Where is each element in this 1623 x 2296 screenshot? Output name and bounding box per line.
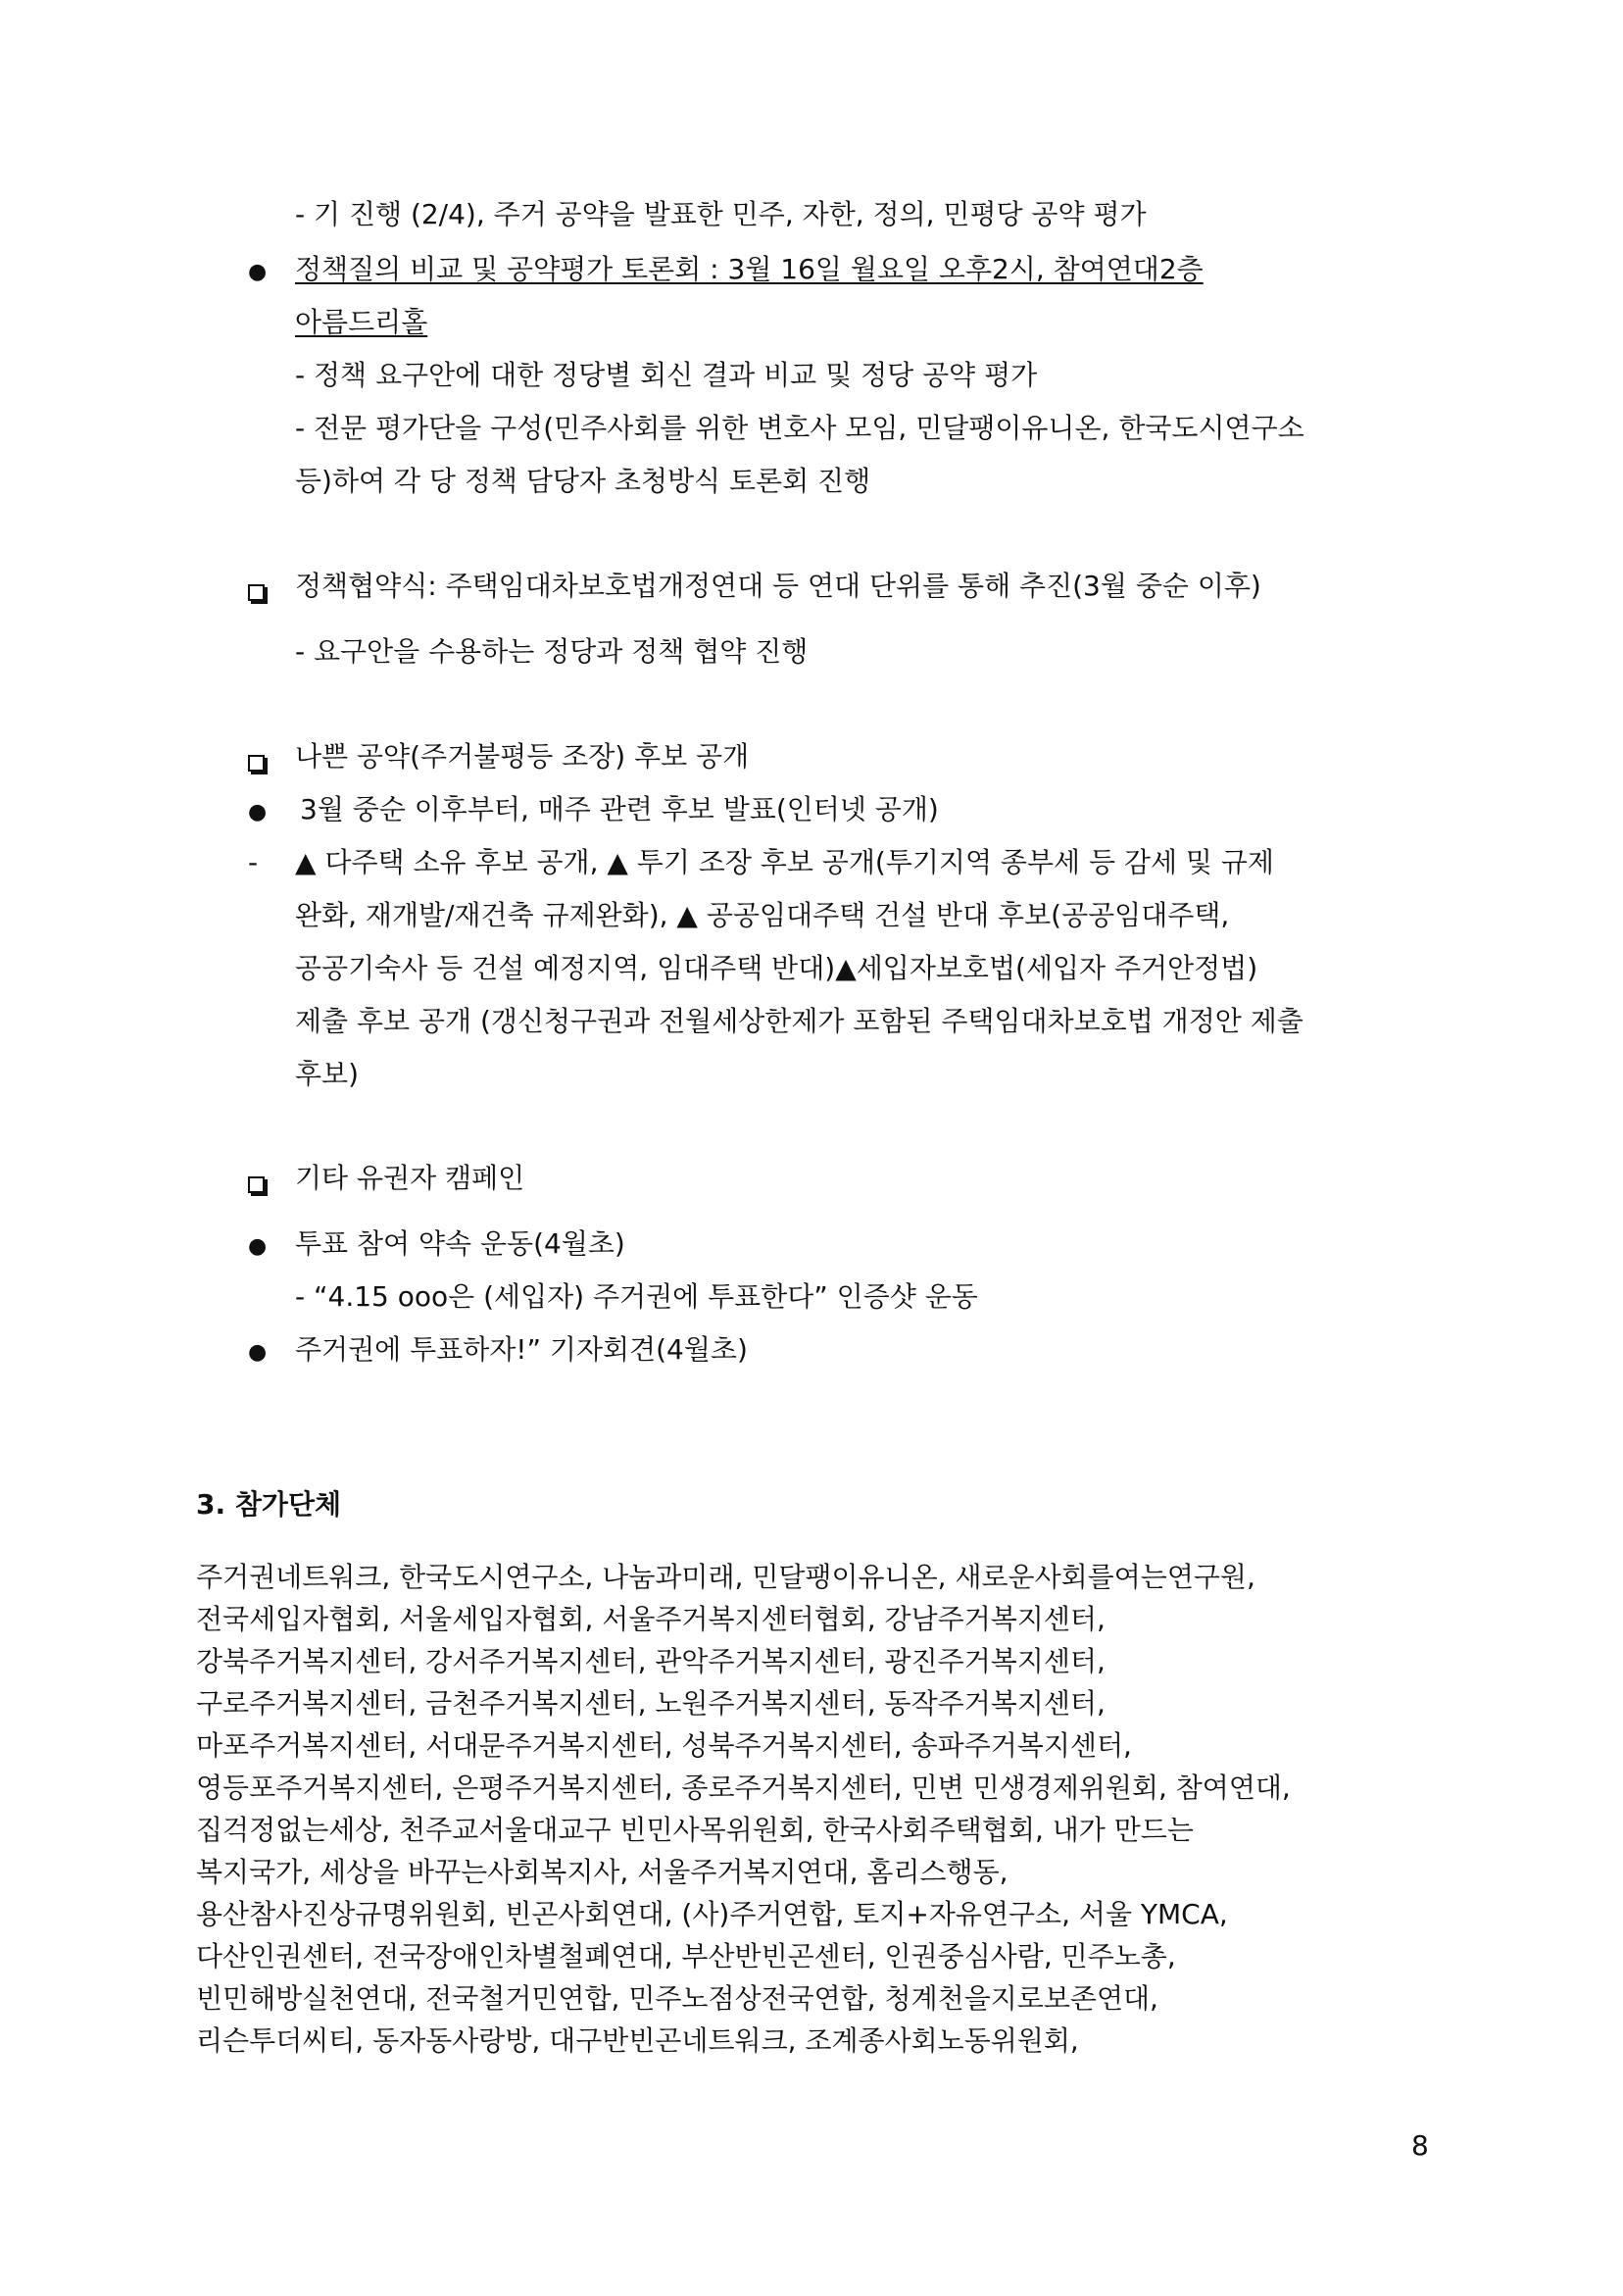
participants-line: 리슨투더씨티, 동자동사랑방, 대구반빈곤네트워크, 조계종사회노동위원회, [196,2024,1079,2057]
page-number: 8 [1411,2129,1429,2162]
bad-pledge-title: 나쁜 공약(주거불평등 조장) 후보 공개 [295,740,750,773]
debate-sub2-line1: - 전문 평가단을 구성(민주사회를 위한 변호사 모임, 민달팽이유니온, 한국도시연구소 [295,412,1304,444]
bullet-icon: ● [248,1340,268,1365]
dash-line-3: 공공기숙사 등 건설 예정지역, 임대주택 반대)▲세입자보호법(세입자 주거안정법) [295,952,1258,984]
campaign-title: 기타 유권자 캠페인 [295,1162,525,1194]
agreement-sub: - 요구안을 수용하는 정당과 정책 협약 진행 [295,635,809,668]
participants-line: 영등포주거복지센터, 은평주거복지센터, 종로주거복지센터, 민변 민생경제위원회, 참여연대, [196,1772,1291,1804]
agreement-title: 정책협약식: 주택임대차보호법개정연대 등 연대 단위를 통해 추진(3월 중순 이후) [295,570,1261,602]
debate-sub1: - 정책 요구안에 대한 정당별 회신 결과 비교 및 정당 공약 평가 [295,359,1038,391]
bullet-icon: ● [248,260,268,284]
debate-sub2-line2: 등)하여 각 당 정책 담당자 초청방식 토론회 진행 [295,465,871,497]
participants-line: 용산참사진상규명위원회, 빈곤사회연대, (사)주거연합, 토지+자유연구소, 서울 YMCA, [196,1898,1228,1930]
campaign-bullet1-sub: - “4.15 ooo은 (세입자) 주거권에 투표한다” 인증샷 운동 [295,1280,978,1313]
debate-title-line1: 정책질의 비교 및 공약평가 토론회 : 3월 16일 월요일 오후2시, 참여연대2층 [295,253,1204,285]
participants-line: 다산인권센터, 전국장애인차별철폐연대, 부산반빈곤센터, 인권중심사람, 민주노총, [196,1940,1176,1972]
dash-marker: - [248,846,259,878]
bad-pledge-bullet: 3월 중순 이후부터, 매주 관련 후보 발표(인터넷 공개) [300,793,939,825]
checkbox-icon [248,578,265,606]
participants-line: 구로주거복지센터, 금천주거복지센터, 노원주거복지센터, 동작주거복지센터, [196,1687,1106,1720]
participants-line: 빈민해방실천연대, 전국철거민연합, 민주노점상전국연합, 청계천을지로보존연대, [196,1982,1158,2015]
participants-line: 강북주거복지센터, 강서주거복지센터, 관악주거복지센터, 광진주거복지센터, [196,1645,1106,1677]
participants-line: 주거권네트워크, 한국도시연구소, 나눔과미래, 민달팽이유니온, 새로운사회를여는연구원, [196,1561,1255,1593]
participants-line: 마포주거복지센터, 서대문주거복지센터, 성북주거복지센터, 송파주거복지센터, [196,1729,1132,1762]
bullet-icon: ● [248,1234,268,1259]
bullet-icon: ● [248,800,268,824]
dash-line-5: 후보) [295,1058,360,1090]
participants-line: 전국세입자협회, 서울세입자협회, 서울주거복지센터협회, 강남주거복지센터, [196,1603,1106,1635]
campaign-bullet1: 투표 참여 약속 운동(4월초) [295,1227,625,1260]
dash-line-1: ▲ 다주택 소유 후보 공개, ▲ 투기 조장 후보 공개(투기지역 종부세 등 감세 및 규제 [295,846,1274,878]
participants-heading: 3. 참가단체 [196,1488,342,1521]
participants-line: 집걱정없는세상, 천주교서울대교구 빈민사목위원회, 한국사회주택협회, 내가 만드는 [196,1814,1194,1846]
participants-line: 복지국가, 세상을 바꾸는사회복지사, 서울주거복지연대, 홈리스행동, [196,1856,1008,1888]
dash-line-2: 완화, 재개발/재건축 규제완화), ▲ 공공임대주택 건설 반대 후보(공공임대주택, [295,899,1230,931]
campaign-bullet2: 주거권에 투표하자!” 기자회견(4월초) [295,1333,748,1366]
debate-title-line2: 아름드리홀 [295,306,428,338]
checkbox-icon [248,1171,265,1198]
past-progress-line: - 기 진행 (2/4), 주거 공약을 발표한 민주, 자한, 정의, 민평당 공약 평가 [295,198,1147,230]
checkbox-icon [248,749,265,776]
dash-line-4: 제출 후보 공개 (갱신청구권과 전월세상한제가 포함된 주택임대차보호법 개정안 제출 [295,1005,1303,1037]
